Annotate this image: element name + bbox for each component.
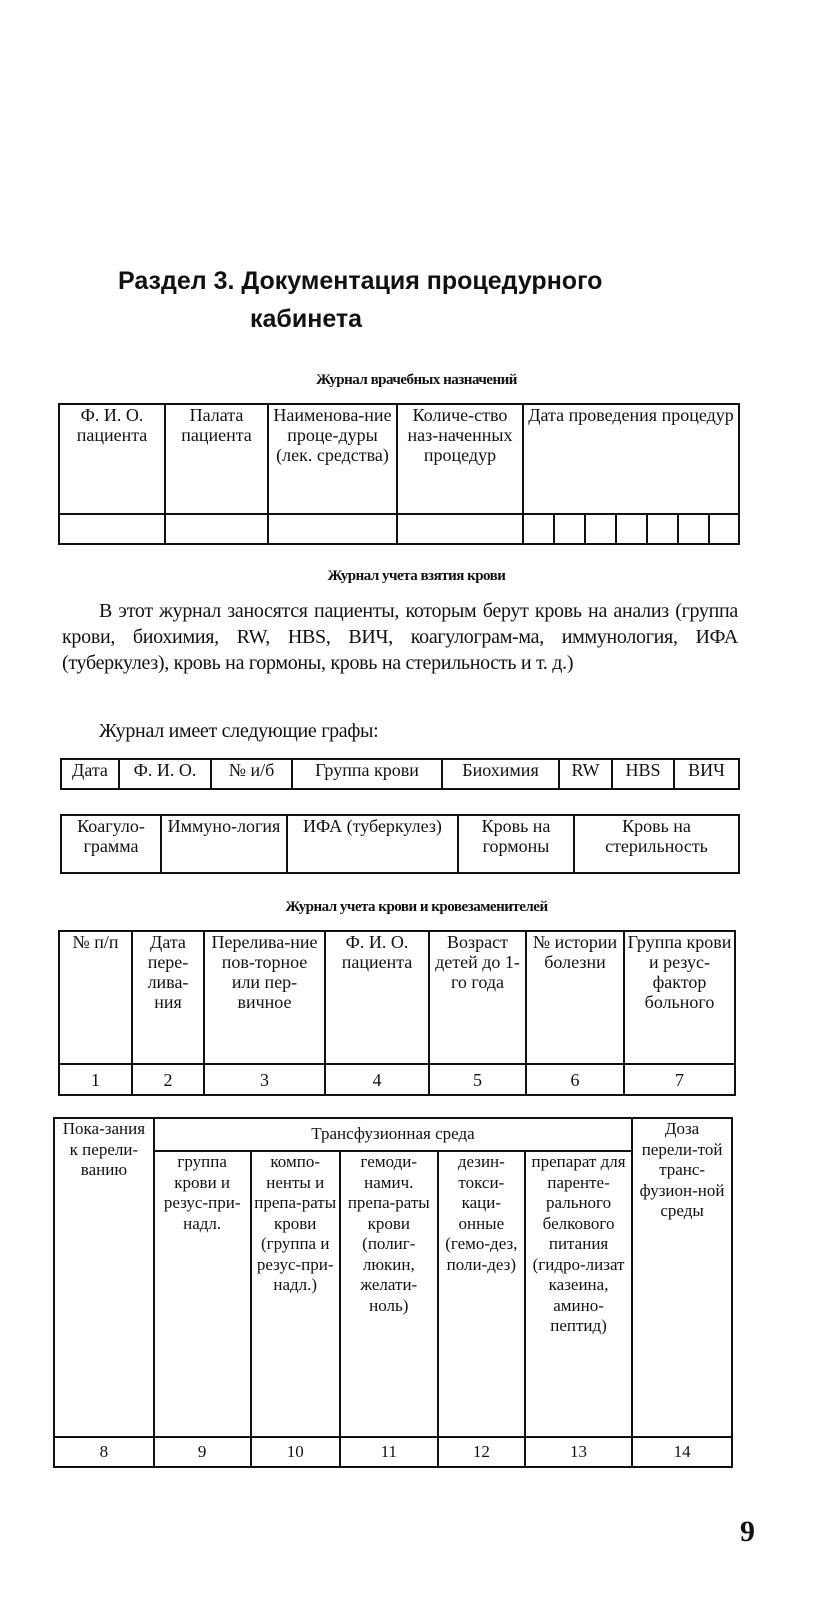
- journal3b-sub-parenteral: препарат для паренте-рального белкового питания (гидро-лизат казеина, амино-пептид): [525, 1151, 632, 1437]
- column-ifa: ИФА (туберкулез): [287, 815, 458, 873]
- journal3b-header-medium: Трансфузионная среда: [154, 1118, 632, 1151]
- journal3-header-age: Возраст детей до 1-го года: [429, 931, 526, 1064]
- column-number: 6: [526, 1064, 624, 1095]
- journal3b-sub-detox: дезин-токси-каци-онные (гемо-дез, поли-дез): [438, 1151, 525, 1437]
- column-number: 11: [340, 1437, 438, 1467]
- column-hiv: ВИЧ: [674, 759, 739, 789]
- journal2-columns-row1: [60, 758, 740, 790]
- section-title: [118, 262, 758, 338]
- column-blood-sterility: Кровь на стерильность: [574, 815, 739, 873]
- journal3-table: [58, 930, 736, 1096]
- column-biochemistry: Биохимия: [442, 759, 559, 789]
- journal2-paragraph: В этот журнал заносятся пациенты, которым берут кровь на анализ (группа крови, биохимия, RW, HBS, ВИЧ, коагулограм-ма, иммунология, ИФА (туберкулез), кровь на гормоны, кровь на стерильность и т. д.): [62, 600, 738, 674]
- section-title-line2: кабинета: [250, 305, 363, 333]
- column-number: 5: [429, 1064, 526, 1095]
- journal1-header-fio: Ф. И. О. пациента: [59, 404, 165, 514]
- column-number: 14: [632, 1437, 732, 1467]
- column-number: 7: [624, 1064, 735, 1095]
- column-number: 13: [525, 1437, 632, 1467]
- journal3b-sub-hemodynamic: гемоди-намич. препа-раты крови (полиг-люкин, желати-ноль): [340, 1151, 438, 1437]
- column-number: 8: [54, 1437, 154, 1467]
- journal3b-sub-blood-group: группа крови и резус-при-надл.: [154, 1151, 251, 1437]
- column-number: 2: [132, 1064, 204, 1095]
- column-blood-group: Группа крови: [292, 759, 442, 789]
- column-number: 4: [325, 1064, 429, 1095]
- journal3b-table: [53, 1117, 733, 1468]
- column-number: 10: [251, 1437, 340, 1467]
- journal1-caption: Журнал врачебных назначений: [316, 372, 517, 388]
- journal1-empty-row: [59, 514, 739, 544]
- journal2-caption: Журнал учета взятия крови: [327, 568, 506, 584]
- journal3b-sub-components: компо-ненты и препа-раты крови (группа и резус-при-надл.): [251, 1151, 340, 1437]
- journal3-header-fio: Ф. И. О. пациента: [325, 931, 429, 1064]
- journal3b-header-indications: Пока-зания к перели-ванию: [54, 1118, 154, 1437]
- column-rw: RW: [559, 759, 612, 789]
- journal3-header-date: Дата пере-лива-ния: [132, 931, 204, 1064]
- journal1-table: [58, 403, 740, 545]
- column-number: 1: [59, 1064, 132, 1095]
- column-number: 9: [154, 1437, 251, 1467]
- journal1-header-procedure: Наименова-ние проце-дуры (лек. средства): [268, 404, 397, 514]
- column-blood-hormones: Кровь на гормоны: [458, 815, 574, 873]
- journal2-intro: Журнал имеет следующие графы:: [99, 720, 379, 742]
- column-hbs: HBS: [612, 759, 674, 789]
- journal3-header-blood-group: Группа крови и резус-фактор больного: [624, 931, 735, 1064]
- journal2-columns-row2: [60, 814, 740, 874]
- journal3-header-number: № п/п: [59, 931, 132, 1064]
- journal3b-header-dose: Доза перели-той транс-фузион-ной среды: [632, 1118, 732, 1437]
- section-title-line1: Раздел 3. Документация процедурного: [118, 267, 603, 295]
- journal3-caption: Журнал учета крови и кровезаменителей: [285, 899, 548, 915]
- column-coagulogram: Коагуло-грамма: [61, 815, 161, 873]
- column-number: 3: [204, 1064, 325, 1095]
- journal3-header-transfusion-type: Перелива-ние пов-торное или пер-вичное: [204, 931, 325, 1064]
- column-immunology: Иммуно-логия: [161, 815, 287, 873]
- column-date: Дата: [61, 759, 119, 789]
- column-fio: Ф. И. О.: [119, 759, 211, 789]
- journal1-header-ward: Палата пациента: [165, 404, 268, 514]
- column-number: 12: [438, 1437, 525, 1467]
- column-case-number: № и/б: [211, 759, 292, 789]
- journal3-header-history: № истории болезни: [526, 931, 624, 1064]
- page-number: 9: [740, 1515, 755, 1548]
- journal1-header-count: Количе-ство наз-наченных процедур: [397, 404, 523, 514]
- journal1-header-date: Дата проведения процедур: [523, 404, 739, 514]
